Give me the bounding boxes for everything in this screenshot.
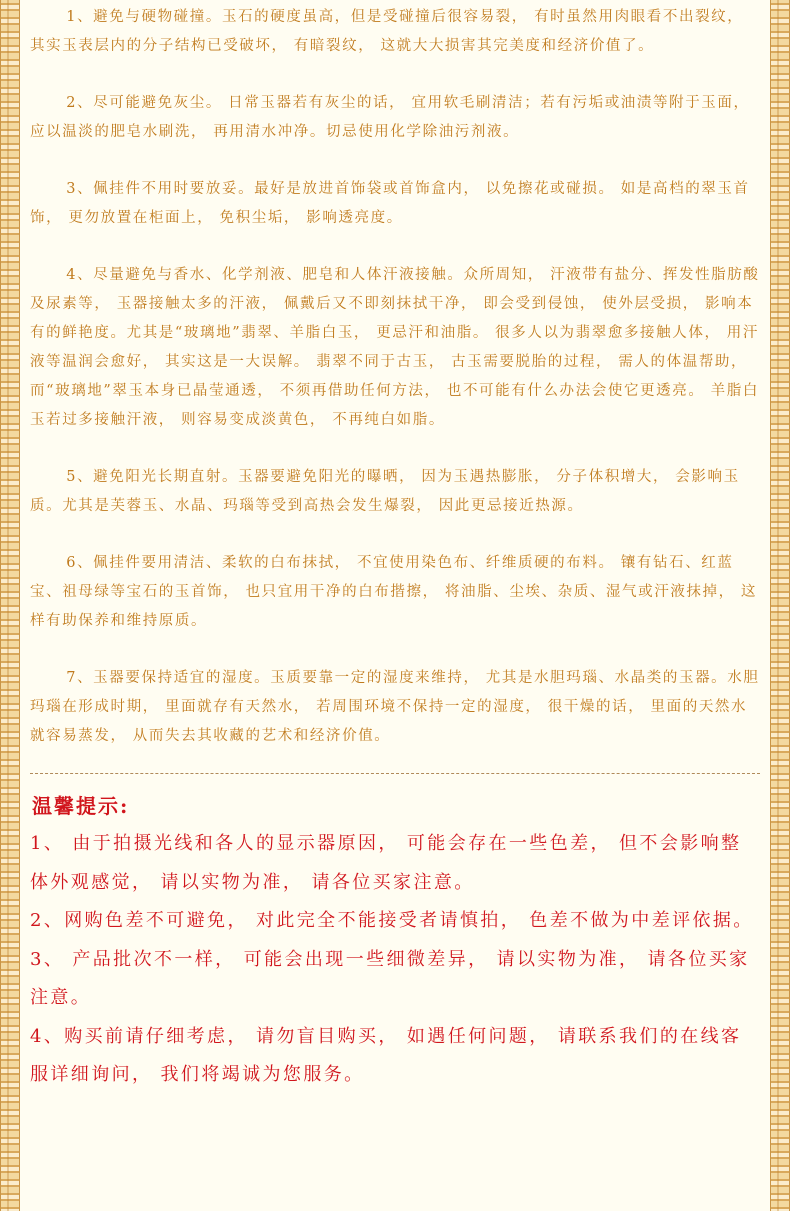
tip-item-3: 3、 产品批次不一样， 可能会出现一些细微差异， 请以实物为准， 请各位买家注意。 — [30, 948, 750, 1008]
jade-care-instructions — [30, 3, 760, 751]
tips-title: 温馨提示: — [32, 794, 130, 818]
care-paragraph-1: 1、避免与硬物碰撞。玉石的硬度虽高，但是受碰撞后很容易裂， 有时虽然用肉眼看不出裂纹， 其实玉表层内的分子结构已受破坏， 有暗裂纹， 这就大大损害其完美度和经济价值了。 — [30, 9, 744, 54]
care-paragraph-5: 5、避免阳光长期直射。玉器要避免阳光的曝晒， 因为玉遇热膨胀， 分子体积增大， 会影响玉质。尤其是芙蓉玉、水晶、玛瑙等受到高热会发生爆裂， 因此更忌接近热源。 — [30, 469, 740, 514]
care-paragraph-7: 7、玉器要保持适宜的湿度。玉质要靠一定的湿度来维持， 尤其是水胆玛瑙、水晶类的玉器。水胆玛瑙在形成时期， 里面就存有天然水， 若周围环境不保持一定的湿度， 很干燥的话， 里面的天然水就容易蒸发， 从而失去其收藏的艺术和经济价值。 — [30, 670, 760, 744]
tip-item-2: 2、网购色差不可避免， 对此完全不能接受者请慎拍， 色差不做为中差评依据。 — [30, 910, 754, 931]
tips-list — [30, 825, 760, 1095]
tip-item-4: 4、购买前请仔细考虑， 请勿盲目购买， 如遇任何问题， 请联系我们的在线客服详细询问， 我们将竭诚为您服务。 — [30, 1025, 742, 1085]
care-paragraph-2: 2、尽可能避免灰尘。 日常玉器若有灰尘的话， 宜用软毛刷清洁；若有污垢或油渍等附于玉面， 应以温淡的肥皂水刷洗， 再用清水冲净。切忌使用化学除油污剂液。 — [30, 95, 750, 140]
content-area — [30, 0, 760, 1095]
decorative-border-left — [0, 0, 20, 1211]
section-divider — [30, 773, 760, 774]
decorative-border-right — [770, 0, 790, 1211]
care-paragraph-3: 3、佩挂件不用时要放妥。最好是放进首饰袋或首饰盒内， 以免擦花或碰损。 如是高档的翠玉首饰， 更勿放置在柜面上， 免积尘垢， 影响透亮度。 — [30, 181, 750, 226]
tip-item-1: 1、 由于拍摄光线和各人的显示器原因， 可能会存在一些色差， 但不会影响整体外观感觉， 请以实物为准， 请各位买家注意。 — [30, 833, 742, 893]
care-paragraph-6: 6、佩挂件要用清洁、柔软的白布抹拭， 不宜使用染色布、纤维质硬的布料。 镶有钻石、红蓝宝、祖母绿等宝石的玉首饰， 也只宜用干净的白布揩擦， 将油脂、尘埃、杂质、湿气或汗液抹掉， 这样有助保养和维持原质。 — [30, 555, 758, 629]
care-paragraph-4: 4、尽量避免与香水、化学剂液、肥皂和人体汗液接触。众所周知， 汗液带有盐分、挥发性脂肪酸及尿素等， 玉器接触太多的汗液， 佩戴后又不即刻抹拭干净， 即会受到侵蚀， 使外层受损， 影响本有的鲜艳度。尤其是“玻璃地”翡翠、羊脂白玉， 更忌汗和油脂。 很多人以为翡翠愈多接触人体， 用汗液等温润会愈好， 其实这是一大误解。 翡翠不同于古玉， 古玉需要脱胎的过程， 需人的体温帮助， 而“玻璃地”翠玉本身已晶莹通透， 不须再借助任何方法， 也不可能有什么办法会使它更透亮。 羊脂白玉若过多接触汗液， 则容易变成淡黄色， 不再纯白如脂。 — [30, 267, 760, 428]
